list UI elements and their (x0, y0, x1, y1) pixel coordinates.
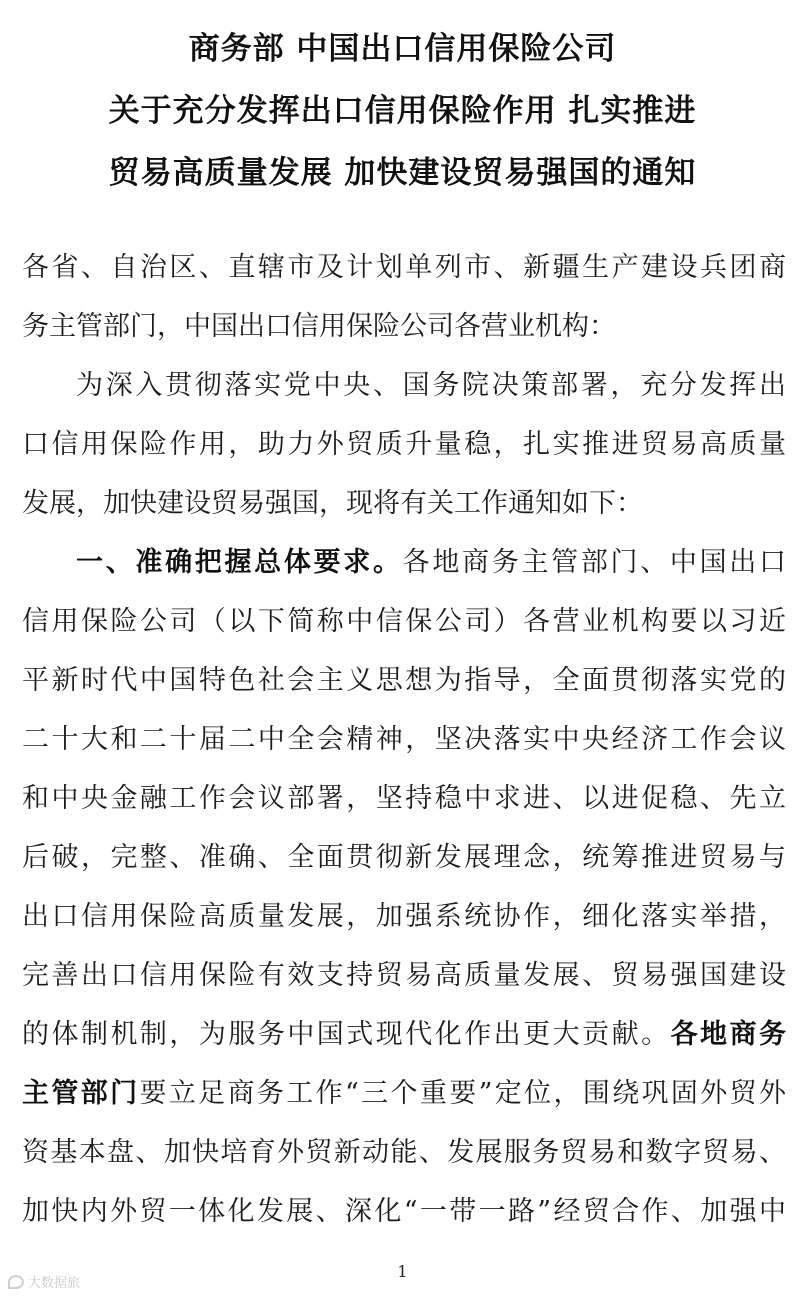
section-one-line-1 (22, 533, 786, 592)
watermark (8, 1272, 80, 1291)
section-one-line-5: 和中央金融工作会议部署，坚持稳中求进、以进促稳、先立 (22, 783, 786, 814)
watermark-logo-icon (8, 1275, 24, 1289)
intro-line-3: 发展，加快建设贸易强国，现将有关工作通知如下： (22, 488, 643, 519)
section-one-heading: 一、准确把握总体要求。 (76, 547, 403, 578)
addressee-line-1: 各省、自治区、直辖市及计划单列市、新疆生产建设兵团商 (22, 252, 786, 283)
section-one-text-9: 的体制机制，为服务中国式现代化作出更大贡献。 (22, 1019, 671, 1050)
intro-line-1: 为深入贯彻落实党中央、国务院决策部署，充分发挥出 (76, 370, 786, 401)
section-one-line-8: 完善出口信用保险有效支持贸易高质量发展、贸易强国建设 (22, 960, 786, 991)
section-one-text: 各地商务主管部门、中国出口 (402, 547, 787, 578)
section-one-line-2: 信用保险公司（以下简称中信保公司）各营业机构要以习近 (22, 606, 786, 637)
page-number: 1 (397, 1262, 408, 1281)
document-title (0, 18, 805, 204)
addressee-line-2: 务主管部门，中国出口信用保险公司各营业机构： (22, 311, 616, 342)
section-one-line-3: 平新时代中国特色社会主义思想为指导，全面贯彻落实党的 (22, 665, 786, 696)
local-commerce-bold-end: 主管部门 (22, 1078, 140, 1109)
section-one-line-4: 二十大和二十届二中全会精神，坚决落实中央经济工作会议 (22, 724, 786, 755)
section-one-text-10: 要立足商务工作“三个重要”定位，围绕巩固外贸外 (139, 1078, 787, 1109)
document-body (22, 238, 786, 1241)
title-line-2: 关于充分发挥出口信用保险作用 扎实推进 (108, 93, 697, 129)
section-one-line-11: 资基本盘、加快培育外贸新动能、发展服务贸易和数字贸易、 (22, 1137, 786, 1168)
section-one-line-9 (22, 1005, 786, 1064)
section-one-line-10 (22, 1064, 786, 1123)
intro-line-2: 口信用保险作用，助力外贸质升量稳，扎实推进贸易高质量 (22, 429, 786, 460)
watermark-text: 大数据旅 (28, 1276, 81, 1291)
section-one-line-6: 后破，完整、准确、全面贯彻新发展理念，统筹推进贸易与 (22, 842, 786, 873)
title-line-3: 贸易高质量发展 加快建设贸易强国的通知 (108, 155, 697, 191)
local-commerce-bold-start: 各地商务 (670, 1019, 787, 1050)
section-one-line-12: 加快内外贸一体化发展、深化“一带一路”经贸合作、加强中 (22, 1196, 786, 1227)
section-one-line-7: 出口信用保险高质量发展，加强系统协作，细化落实举措， (22, 901, 786, 932)
title-line-1: 商务部 中国出口信用保险公司 (188, 31, 617, 67)
